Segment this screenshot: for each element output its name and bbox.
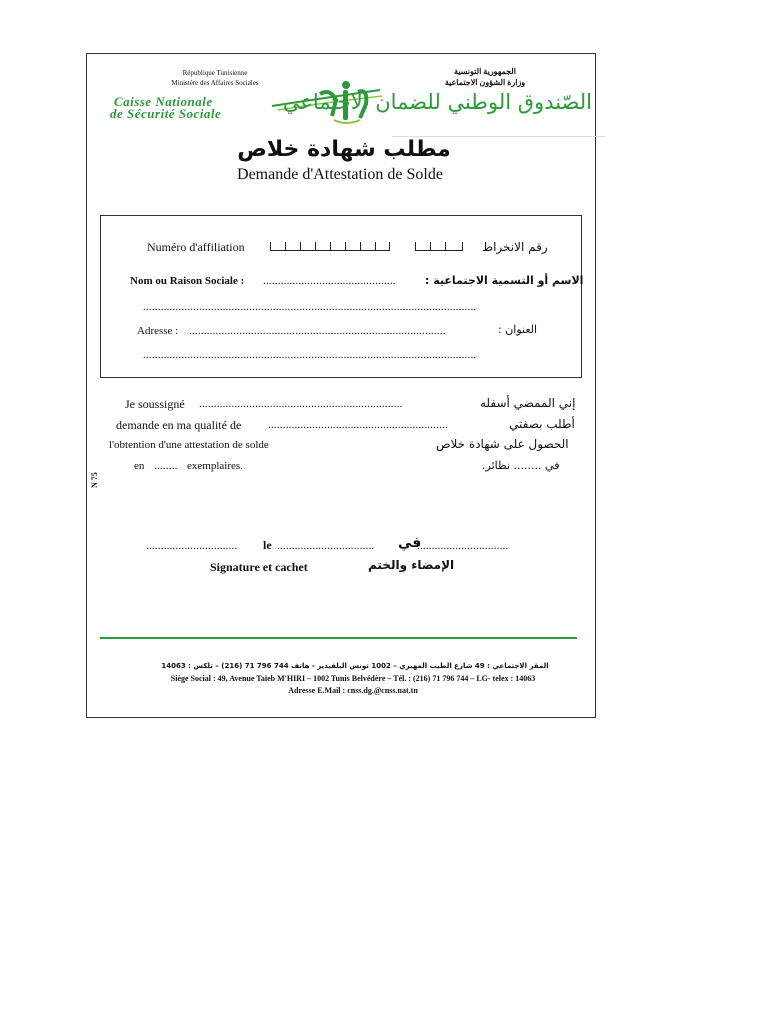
- address-field-line2[interactable]: .................................................................................................................: [143, 349, 477, 361]
- name-field[interactable]: .............................................: [263, 275, 396, 287]
- footer-siege: Siège Social : 49, Avenue Taïeb M'HIRI – 1002 Tunis Belvédère – Tél. : (216) 71 796 744 – LG- telex : 14063: [170, 674, 536, 683]
- address-field[interactable]: .......................................................................................: [189, 325, 446, 337]
- cnss-name-fr-line1: Caisse Nationale: [114, 94, 213, 109]
- cnss-name-ar: الصّندوق الوطني للضمان الاجتماعي: [282, 90, 592, 114]
- quality-field[interactable]: .............................................................: [268, 419, 448, 431]
- ministry-ar: وزارة الشؤون الاجتماعية: [444, 78, 526, 87]
- name-field-line2[interactable]: .................................................................................................................: [143, 301, 477, 313]
- name-label-fr: Nom ou Raison Sociale :: [130, 275, 245, 287]
- cnss-name-fr-line2: de Sécurité Sociale: [110, 106, 222, 121]
- date-field[interactable]: .................................: [277, 540, 375, 552]
- affiliation-label-ar: رقم الانخراط: [482, 240, 548, 254]
- signature-label-fr: Signature et cachet: [210, 560, 308, 574]
- republic-ar: الجمهورية التونسية: [454, 67, 516, 76]
- quality-label-fr: demande en ma qualité de: [116, 418, 242, 432]
- fi-label-ar: في: [398, 535, 422, 551]
- place-field-ar[interactable]: ...............................: [417, 540, 509, 552]
- affiliation-label-fr: Numéro d'affiliation: [147, 240, 245, 254]
- copies-suffix: exemplaires.: [187, 460, 243, 472]
- copies-field[interactable]: ........: [154, 460, 178, 472]
- republic-fr: République Tunisienne: [182, 69, 248, 77]
- footer-email: Adresse E.Mail : cnss.dg.@cnss.nat.tn: [288, 686, 418, 695]
- name-label-ar: الاسم أو التسمية الاجتماعية :: [425, 274, 584, 287]
- copies-label-ar: في ........ نظائر.: [482, 459, 560, 472]
- sign-label-fr: Je soussigné: [125, 397, 185, 411]
- le-label: le: [263, 538, 272, 552]
- affiliation-field-key[interactable]: [415, 239, 463, 251]
- sign-label-ar: إني الممضي أسفله: [480, 396, 576, 410]
- ministry-fr: Ministère des Affaires Sociales: [171, 79, 259, 87]
- obtain-label-fr: l'obtention d'une attestation de solde: [109, 439, 269, 451]
- signature-label-ar: الإمضاء والختم: [368, 558, 455, 572]
- obtain-label-ar: الحصول على شهادة خلاص: [436, 437, 569, 451]
- footer-address-ar: المقر الاجتماعي : 49 شارع الطيب المهيري – 1002 تونس البلفيدير - هاتف 744 796 71 (216) – تلكس : 14063: [161, 662, 549, 670]
- title-fr: Demande d'Attestation de Solde: [237, 166, 443, 183]
- copies-prefix: en: [134, 460, 145, 472]
- title-ar: مطلب شهادة خلاص: [237, 137, 451, 162]
- footer-divider: [100, 637, 577, 639]
- address-label-ar: العنوان :: [498, 323, 538, 336]
- form-code: N 75: [90, 472, 99, 488]
- affiliation-field-main[interactable]: [270, 239, 390, 251]
- address-label-fr: Adresse :: [137, 325, 179, 337]
- sign-field[interactable]: .....................................................................: [199, 398, 403, 410]
- quality-label-ar: أطلب بصفتي: [509, 417, 575, 431]
- place-field[interactable]: ...............................: [146, 540, 238, 552]
